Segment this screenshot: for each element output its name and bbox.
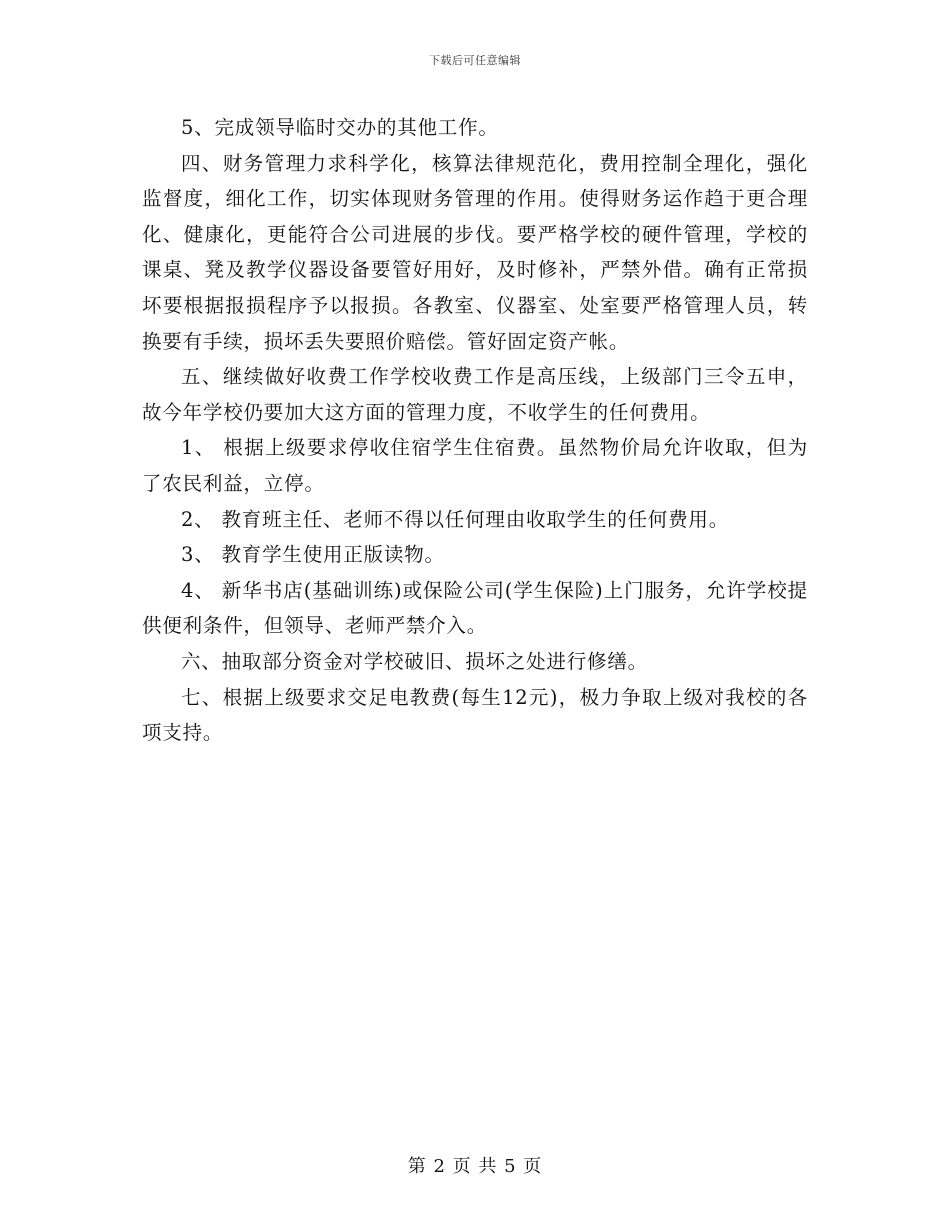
paragraph-item-5: 5、完成领导临时交办的其他工作。 <box>181 116 499 139</box>
page-header-note: 下载后可任意编辑 <box>429 54 521 67</box>
paragraph-section-5-fees: 五、继续做好收费工作学校收费工作是高压线，上级部门三令五申，故今年学校仍要加大这方面的管理力度，不收学生的任何费用。 <box>142 365 808 424</box>
page-number-footer: 第 2 页 共 5 页 <box>407 1156 543 1177</box>
document-body <box>142 110 808 751</box>
paragraph-section-4-finance: 四、财务管理力求科学化，核算法律规范化，费用控制全理化，强化监督度，细化工作，切实体现财务管理的作用。使得财务运作趋于更合理化、健康化，更能符合公司进展的步伐。要严格学校的硬件管理，学校的课桌、凳及教学仪器设备要管好用好，及时修补，严禁外借。确有正常损坏要根据报损程序予以报损。各教室、仪器室、处室要严格管理人员，转换要有手续，损坏丢失要照价赔偿。管好固定资产帐。 <box>142 151 808 353</box>
paragraph-fee-item-2: 2、 教育班主任、老师不得以任何理由收取学生的任何费用。 <box>181 507 730 531</box>
paragraph-section-6-repairs: 六、抽取部分资金对学校破旧、损坏之处进行修缮。 <box>181 649 648 673</box>
paragraph-fee-item-4: 4、 新华书店(基础训练)或保险公司(学生保险)上门服务，允许学校提供便利条件，但领导、老师严禁介入。 <box>142 578 808 638</box>
paragraph-fee-item-3: 3、 教育学生使用正版读物。 <box>181 543 445 567</box>
paragraph-fee-item-1: 1、 根据上级要求停收住宿学生住宿费。虽然物价局允许收取，但为了农民利益，立停。 <box>142 436 808 495</box>
paragraph-section-7-support: 七、根据上级要求交足电教费(每生12元)，极力争取上级对我校的各项支持。 <box>142 685 808 745</box>
